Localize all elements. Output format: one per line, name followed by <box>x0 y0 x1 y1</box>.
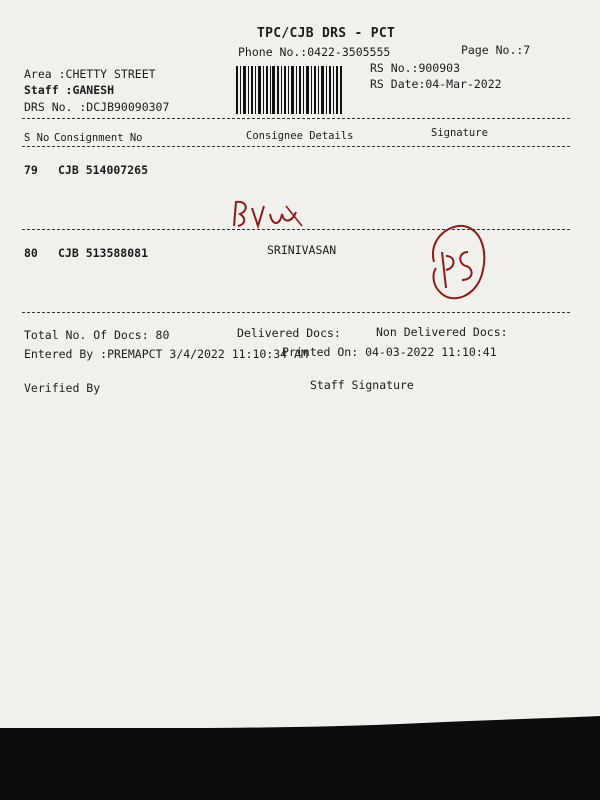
document-title: TPC/CJB DRS - PCT <box>257 26 396 41</box>
row-sno: 80 <box>24 246 38 260</box>
rs-number: RS No.:900903 <box>370 61 461 75</box>
entered-by: Entered By :PREMAPCT 3/4/2022 11:10:34 AM <box>24 347 308 361</box>
row-consignment-no: CJB 513588081 <box>58 246 149 260</box>
column-header-sno: S No <box>24 132 50 144</box>
drs-number: DRS No. :DCJB90090307 <box>24 100 170 114</box>
total-docs: Total No. Of Docs: 80 <box>24 328 170 342</box>
barcode <box>236 66 342 114</box>
rs-date: RS Date:04-Mar-2022 <box>370 77 502 91</box>
row-consignment-no: CJB 514007265 <box>58 163 149 177</box>
staff-field: Staff :GANESH <box>24 83 115 97</box>
delivered-docs: Delivered Docs: <box>237 326 341 340</box>
column-header-consignee: Consignee Details <box>246 130 354 142</box>
column-header-consignment: Consignment No <box>54 132 143 144</box>
verified-by-label: Verified By <box>24 381 101 395</box>
scan-shadow <box>0 728 600 800</box>
page-number: Page No.:7 <box>461 43 531 57</box>
column-header-signature: Signature <box>431 127 488 139</box>
row-sno: 79 <box>24 163 38 177</box>
printed-on: Printed On: 04-03-2022 11:10:41 <box>282 345 497 359</box>
handwritten-initials <box>224 196 310 236</box>
phone-number: Phone No.:0422-3505555 <box>238 45 391 59</box>
staff-signature-label: Staff Signature <box>310 378 414 392</box>
divider <box>22 312 570 313</box>
row-consignee: SRINIVASAN <box>267 243 337 257</box>
non-delivered-docs: Non Delivered Docs: <box>376 325 508 339</box>
divider <box>22 146 570 147</box>
area-field: Area :CHETTY STREET <box>24 67 156 81</box>
handwritten-signature <box>424 222 490 306</box>
divider <box>22 118 570 119</box>
